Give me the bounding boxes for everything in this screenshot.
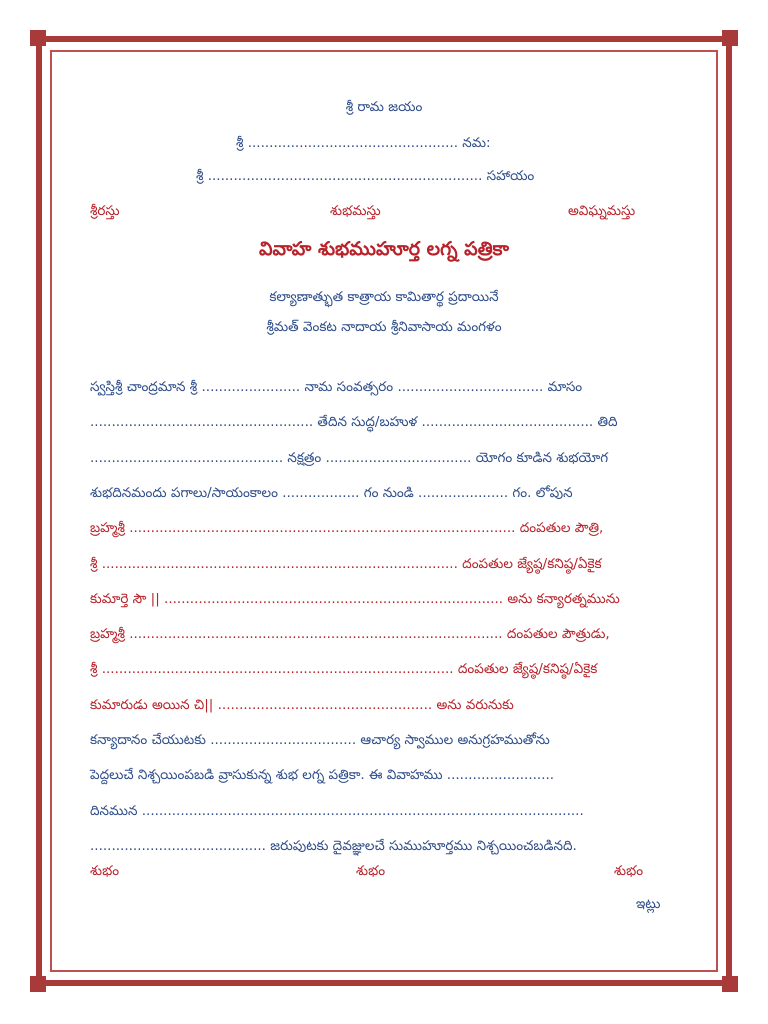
page-title: వివాహ శుభముహూర్త లగ్న పత్రికా — [258, 238, 510, 260]
body-line: ......................................... జరుపుటకు దైవజ్ఞులచే సుముహూర్తము నిశ్చయించబడినది. — [90, 838, 577, 854]
blessing-avighnamastu: అవిఘ్నమస్తు — [568, 203, 636, 219]
header-nama-line: శ్రీ ................................................. నమ: — [236, 135, 491, 151]
body-line: స్వస్తిశ్రీ చాంద్రమాన శ్రీ ....................... నామ సంవత్సరం .................................. మాసం — [90, 379, 583, 395]
body-line: .................................................... తేదిన సుద్ధ/బహుళ ........................................ తిది — [90, 414, 618, 430]
invocation-line-2: శ్రీమత్ వెంకట నాదాయ శ్రీనివాసాయ మంగళం — [266, 319, 502, 335]
body-line: కుమారుడు అయిన చి|| .................................................. అను వరునుకు — [90, 697, 514, 713]
corner-ornament — [30, 976, 46, 992]
body-line: ............................................. నక్షత్రం .................................. యోగం కూడిన శుభయోగ — [90, 450, 609, 466]
body-line: బ్రహ్మశ్రీ .......................................................................................... దంపతుల పౌత్రి, — [90, 520, 604, 536]
blessing-subhamastu: శుభమస్తు — [330, 203, 381, 219]
header-sri-rama-jayam: శ్రీ రామ జయం — [345, 99, 423, 115]
body-line: శ్రీ .................................................................................. దంపతుల జ్యేష్ఠ/కనిష్ఠ/ఏకైక — [90, 661, 598, 677]
blessing-sreerastu: శ్రీరస్తు — [90, 203, 120, 219]
body-line: కన్యాదానం చేయుటకు .................................. ఆచార్య స్వాముల అనుగ్రహముతోను — [90, 732, 550, 748]
closing-subham-left: శుభం — [90, 863, 120, 879]
inner-border — [50, 50, 718, 972]
body-line: శ్రీ ................................................................................... దంపతుల జ్యేష్ఠ/కనిష్ఠ/ఏకైక — [90, 556, 602, 572]
corner-ornament — [722, 30, 738, 46]
body-line: శుభదినమందు పగాలు/సాయంకాలం .................. గం నుండి ..................... గం. లోపున — [90, 485, 573, 501]
closing-subham-center: శుభం — [356, 863, 386, 879]
body-line: కుమార్తె సౌ || ............................................................................... అను కన్యారత్నమును — [90, 591, 620, 607]
header-sahayam-line: శ్రీ ................................................................ సహాయం — [196, 168, 535, 184]
body-line: పెద్దలుచే నిశ్చయింపబడి వ్రాసుకున్న శుభ లగ్న పత్రికా. ఈ వివాహము ......................... — [90, 767, 555, 783]
invocation-line-1: కల్యాణాత్భుత కాత్రాయ కామితార్థ ప్రదాయినే — [269, 289, 499, 305]
corner-ornament — [30, 30, 46, 46]
corner-ornament — [722, 976, 738, 992]
closing-subham-right: శుభం — [614, 863, 644, 879]
body-line: బ్రహ్మశ్రీ ....................................................................................... దంపతుల పౌత్రుడు, — [90, 626, 610, 642]
body-line: దినమున ....................................................................................................... — [90, 803, 584, 819]
signature-itlu: ఇట్లు — [636, 896, 661, 912]
